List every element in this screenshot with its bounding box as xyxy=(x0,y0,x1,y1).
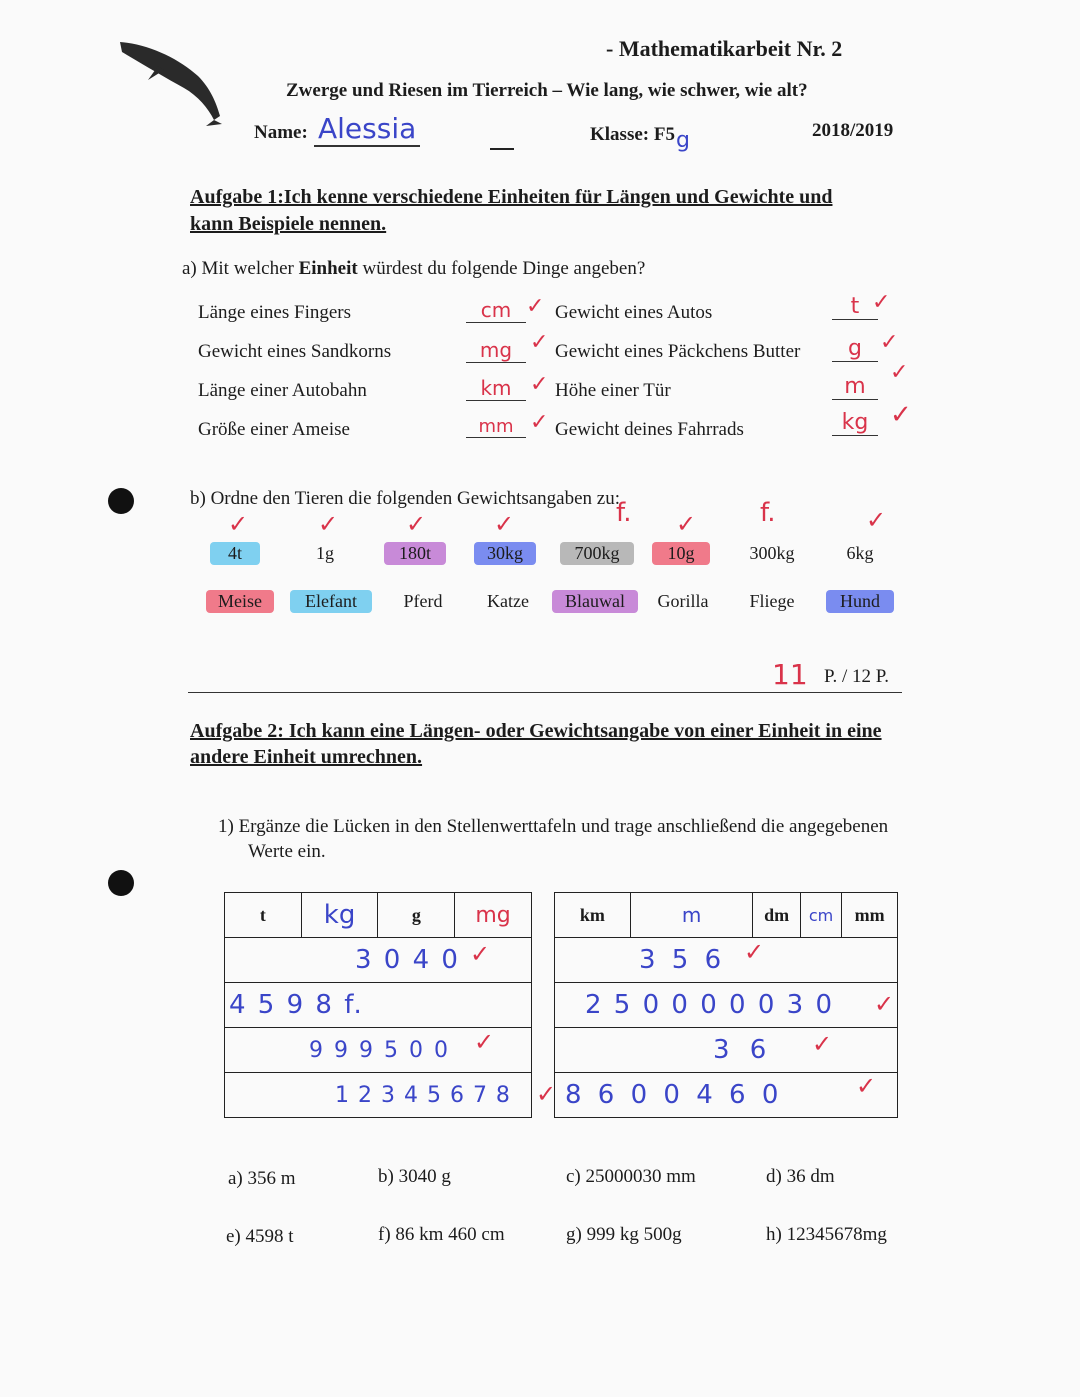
item-left-2: Gewicht eines Sandkorns xyxy=(198,341,392,362)
weight-chip[interactable]: 1g xyxy=(316,543,334,563)
answer-b: b) 3040 g xyxy=(378,1166,451,1187)
check-mark: ✓ xyxy=(318,510,339,538)
check-mark: ✓ xyxy=(406,510,427,538)
mass-row-2[interactable]: 4 5 9 8 f. xyxy=(225,983,532,1028)
length-place-value-table xyxy=(554,892,898,1118)
animal-chip[interactable]: Hund xyxy=(826,590,894,613)
check-mark: ✓ xyxy=(866,506,887,534)
animal-chip[interactable]: Blauwal xyxy=(552,590,638,613)
animal-chip[interactable]: Pferd xyxy=(403,591,443,611)
weight-chip[interactable]: 700kg xyxy=(560,542,634,565)
check-mark: ✓ xyxy=(530,372,549,397)
header-g: g xyxy=(378,893,455,938)
section-divider xyxy=(188,692,902,693)
score-handwritten: 11 xyxy=(772,658,808,691)
animal-chip[interactable]: Meise xyxy=(206,590,274,613)
check-mark: ✓ xyxy=(874,990,895,1018)
school-year: 2018/2019 xyxy=(812,120,894,141)
task2-heading-line2: andere Einheit umrechnen. xyxy=(190,746,423,768)
check-mark: ✓ xyxy=(536,1080,557,1108)
check-mark: ✓ xyxy=(812,1030,833,1058)
class-value: g xyxy=(676,128,690,153)
header-t: t xyxy=(225,893,302,938)
length-row-1[interactable]: 3 5 6 xyxy=(555,938,898,983)
page-title: - Mathematikarbeit Nr. 2 xyxy=(606,36,843,61)
header-m: m xyxy=(630,893,752,938)
mass-row-4[interactable]: 1 2 3 4 5 6 7 8 xyxy=(225,1073,532,1118)
answer-g: g) 999 kg 500g xyxy=(566,1224,682,1245)
check-mark: ✓ xyxy=(474,1028,495,1056)
answer-d: d) 36 dm xyxy=(766,1166,835,1187)
punch-hole-top xyxy=(108,488,134,514)
score-label: P. / 12 P. xyxy=(824,666,889,687)
header-dm: dm xyxy=(753,893,801,938)
answer-right-3[interactable]: m xyxy=(832,374,878,400)
check-mark: ✓ xyxy=(494,510,515,538)
item-right-4: Gewicht deines Fahrrads xyxy=(555,419,744,440)
item-left-3: Länge einer Autobahn xyxy=(198,380,367,401)
header-cm: cm xyxy=(800,893,841,938)
wrong-mark: f. xyxy=(616,498,632,528)
answer-right-1[interactable]: t xyxy=(832,294,878,320)
task1-heading-line1: Aufgabe 1:Ich kenne verschiedene Einheiten für Längen und Gewichte und xyxy=(190,186,833,208)
length-row-3[interactable]: 3 6 xyxy=(555,1028,898,1073)
length-row-4[interactable]: 8 6 0 0 4 6 0 xyxy=(555,1073,898,1118)
answer-right-4[interactable]: kg xyxy=(832,410,878,436)
weight-chip[interactable]: 30kg xyxy=(474,542,536,565)
dash-line xyxy=(490,148,514,150)
animal-chip[interactable]: Fliege xyxy=(749,591,795,611)
answer-h: h) 12345678mg xyxy=(766,1224,887,1245)
task2-instruction-line1: 1) Ergänze die Lücken in den Stellenwerttafeln und trage anschließend die angegebenen xyxy=(218,816,889,837)
length-row-2[interactable]: 2 5 0 0 0 0 0 3 0 xyxy=(555,983,898,1028)
answer-left-4[interactable]: mm xyxy=(466,416,526,438)
item-right-3: Höhe einer Tür xyxy=(555,380,671,401)
animal-chip[interactable]: Gorilla xyxy=(657,591,709,611)
check-mark: ✓ xyxy=(530,410,549,435)
check-mark: ✓ xyxy=(228,510,249,538)
item-right-1: Gewicht eines Autos xyxy=(555,302,713,323)
task1a-question: a) Mit welcher Einheit würdest du folgende Dinge angeben? xyxy=(182,258,646,279)
header-km: km xyxy=(555,893,631,938)
answer-left-2[interactable]: mg xyxy=(466,338,526,363)
animal-chip[interactable]: Katze xyxy=(487,591,529,611)
header-mm: mm xyxy=(842,893,898,938)
check-mark: ✓ xyxy=(890,400,912,430)
check-mark: ✓ xyxy=(470,940,491,968)
task2-heading-line1: Aufgabe 2: Ich kann eine Längen- oder Gewichtsangabe von einer Einheit in eine xyxy=(190,720,882,742)
weight-chip[interactable]: 300kg xyxy=(749,543,795,563)
animal-chip[interactable]: Elefant xyxy=(290,590,372,613)
weight-chip[interactable]: 6kg xyxy=(846,543,874,563)
item-left-4: Größe einer Ameise xyxy=(198,419,350,440)
item-left-1: Länge eines Fingers xyxy=(198,302,352,323)
weight-chip[interactable]: 4t xyxy=(210,542,260,565)
name-value: Alessia xyxy=(314,112,420,147)
check-mark: ✓ xyxy=(880,330,899,355)
header-kg: kg xyxy=(301,893,378,938)
check-mark: ✓ xyxy=(530,330,549,355)
check-mark: ✓ xyxy=(856,1072,877,1100)
punch-hole-bottom xyxy=(108,870,134,896)
check-mark: ✓ xyxy=(890,360,909,385)
weight-chip[interactable]: 10g xyxy=(652,542,710,565)
mass-row-1[interactable]: 3 0 4 0 xyxy=(225,938,532,983)
answer-right-2[interactable]: g xyxy=(832,336,878,362)
page-subtitle: Zwerge und Riesen im Tierreich – Wie lang, wie schwer, wie alt? xyxy=(286,80,808,101)
wrong-mark: f. xyxy=(760,498,776,528)
task1b-question: b) Ordne den Tieren die folgenden Gewichtsangaben zu: xyxy=(190,488,621,509)
check-mark: ✓ xyxy=(526,294,545,319)
task2-instruction-line2: Werte ein. xyxy=(248,841,326,862)
answer-left-3[interactable]: km xyxy=(466,376,526,401)
task1-heading-line2: kann Beispiele nennen. xyxy=(190,213,387,235)
class-label: Klasse: F5 xyxy=(590,124,675,145)
check-mark: ✓ xyxy=(744,938,765,966)
answer-left-1[interactable]: cm xyxy=(466,298,526,323)
mass-place-value-table xyxy=(224,892,532,1118)
header-mg: mg xyxy=(455,893,532,938)
name-label: Name: xyxy=(254,122,308,143)
check-mark: ✓ xyxy=(676,510,697,538)
answer-f: f) 86 km 460 cm xyxy=(378,1224,505,1245)
answer-e: e) 4598 t xyxy=(226,1226,294,1247)
answer-c: c) 25000030 mm xyxy=(566,1166,696,1187)
answer-a: a) 356 m xyxy=(228,1168,296,1189)
check-mark: ✓ xyxy=(872,290,891,315)
weight-chip[interactable]: 180t xyxy=(384,542,446,565)
whale-illustration xyxy=(118,36,228,126)
mass-row-3[interactable]: 9 9 9 5 0 0 xyxy=(225,1028,532,1073)
item-right-2: Gewicht eines Päckchens Butter xyxy=(555,341,801,362)
